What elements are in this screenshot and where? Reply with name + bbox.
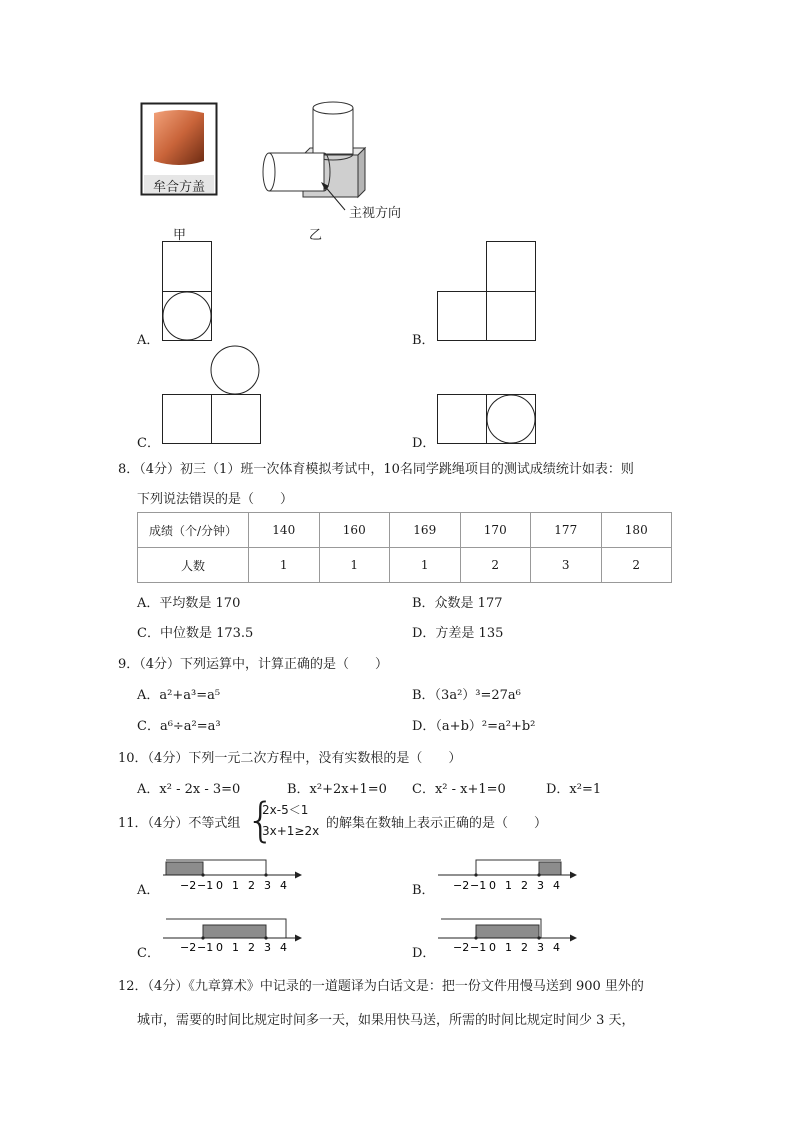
q9-option-a[interactable]: A．a²+a³=a⁵ — [137, 688, 221, 703]
score-cell: 140 — [249, 513, 320, 548]
yi-caption: 乙 — [309, 228, 323, 243]
q11-option-b-numberline — [438, 855, 588, 895]
tick-label: 0 — [216, 941, 223, 954]
tick-label: 2 — [521, 879, 528, 892]
tick-label: 2 — [248, 941, 255, 954]
tick-label: −2 — [180, 879, 197, 892]
count-cell: 1 — [390, 548, 461, 583]
tick-label: 4 — [553, 941, 560, 954]
q8-option-c[interactable]: C．中位数是 173.5 — [137, 626, 254, 641]
tick-label: 3 — [537, 879, 544, 892]
q11-option-d-numberline — [438, 915, 588, 955]
count-label-cell: 人数 — [138, 548, 249, 583]
tick-label: 4 — [553, 879, 560, 892]
q11-ineq2: 3x+1≥2x — [262, 824, 320, 838]
q7-option-b[interactable]: B． — [412, 333, 435, 348]
q11-option-c[interactable]: C． — [137, 946, 160, 961]
q11-option-a[interactable]: A． — [137, 883, 160, 898]
score-cell: 160 — [319, 513, 390, 548]
count-cell: 3 — [531, 548, 602, 583]
tick-label: −1 — [197, 879, 214, 892]
tick-label: −1 — [470, 879, 487, 892]
tick-label: −2 — [453, 941, 470, 954]
score-table — [137, 512, 672, 583]
tick-label: 0 — [489, 879, 496, 892]
q7-option-c-figure — [162, 345, 264, 445]
q7-option-b-figure — [437, 241, 539, 343]
tick-label: 1 — [505, 941, 512, 954]
q10-option-d[interactable]: D．x²=1 — [546, 782, 602, 797]
tick-label: 0 — [216, 879, 223, 892]
jia-figure — [141, 103, 217, 195]
tick-label: −1 — [197, 941, 214, 954]
tick-label: 4 — [280, 879, 287, 892]
header-cell: 成绩（个/分钟） — [138, 513, 249, 548]
q8-stem-line1: 8．（4分）初三（1）班一次体育模拟考试中，10名同学跳绳项目的测试成绩统计如表：则 — [118, 462, 634, 477]
q10-option-b[interactable]: B．x²+2x+1=0 — [287, 782, 387, 797]
brace-icon: { — [246, 793, 276, 847]
tick-label: 2 — [521, 941, 528, 954]
q8-option-a[interactable]: A．平均数是 170 — [137, 596, 241, 611]
q8-option-d[interactable]: D．方差是 135 — [412, 626, 504, 641]
score-cell: 169 — [390, 513, 461, 548]
q9-option-c[interactable]: C．a⁶÷a²=a³ — [137, 719, 221, 734]
tick-label: 3 — [537, 941, 544, 954]
tick-label: 0 — [489, 941, 496, 954]
q7-option-a[interactable]: A． — [137, 333, 160, 348]
q11-stem-prefix: 11．（4分）不等式组 — [118, 816, 241, 831]
tick-label: −1 — [470, 941, 487, 954]
q8-option-b[interactable]: B．众数是 177 — [412, 596, 503, 611]
q10-option-c[interactable]: C．x² - x+1=0 — [412, 782, 506, 797]
q11-option-d[interactable]: D． — [412, 946, 436, 961]
tick-label: 1 — [232, 941, 239, 954]
q9-option-d[interactable]: D．（a+b）²=a²+b² — [412, 719, 536, 734]
tick-label: −2 — [180, 941, 197, 954]
q7-option-c[interactable]: C． — [137, 436, 160, 451]
score-cell: 180 — [601, 513, 672, 548]
q10-stem: 10．（4分）下列一元二次方程中，没有实数根的是（ ） — [118, 751, 462, 766]
q11-option-a-numberline — [163, 855, 313, 895]
q9-stem: 9．（4分）下列运算中，计算正确的是（ ） — [118, 657, 389, 672]
q12-line2: 城市，需要的时间比规定时间多一天，如果用快马送，所需的时间比规定时间少 3 天， — [137, 1013, 635, 1028]
jia-box-label: 牟合方盖 — [152, 180, 205, 195]
q7-option-d[interactable]: D． — [412, 436, 436, 451]
table-row — [138, 548, 672, 583]
table-row — [138, 513, 672, 548]
count-cell: 2 — [460, 548, 531, 583]
tick-label: 1 — [505, 879, 512, 892]
tick-label: −2 — [453, 879, 470, 892]
q7-option-a-figure — [162, 241, 214, 343]
q11-stem-suffix: 的解集在数轴上表示正确的是（ ） — [326, 816, 548, 831]
view-direction-label: 主视方向 — [349, 206, 402, 221]
count-cell: 1 — [249, 548, 320, 583]
score-cell: 177 — [531, 513, 602, 548]
tick-label: 1 — [232, 879, 239, 892]
q10-option-a[interactable]: A．x² - 2x - 3=0 — [137, 782, 241, 797]
q11-option-c-numberline — [163, 915, 313, 955]
score-cell: 170 — [460, 513, 531, 548]
q7-option-d-figure — [437, 394, 539, 446]
q11-ineq1: 2x-5＜1 — [262, 803, 309, 817]
q12-line1: 12．（4分）《九章算术》中记录的一道题译为白话文是：把一份文件用慢马送到 900 里外的 — [118, 979, 644, 994]
count-cell: 1 — [319, 548, 390, 583]
tick-label: 3 — [264, 941, 271, 954]
tick-label: 2 — [248, 879, 255, 892]
count-cell: 2 — [601, 548, 672, 583]
q8-stem-line2: 下列说法错误的是（ ） — [137, 492, 294, 507]
q9-option-b[interactable]: B．（3a²）³=27a⁶ — [412, 688, 521, 703]
q11-option-b[interactable]: B． — [412, 883, 435, 898]
tick-label: 4 — [280, 941, 287, 954]
jia-caption: 甲 — [173, 228, 187, 243]
tick-label: 3 — [264, 879, 271, 892]
